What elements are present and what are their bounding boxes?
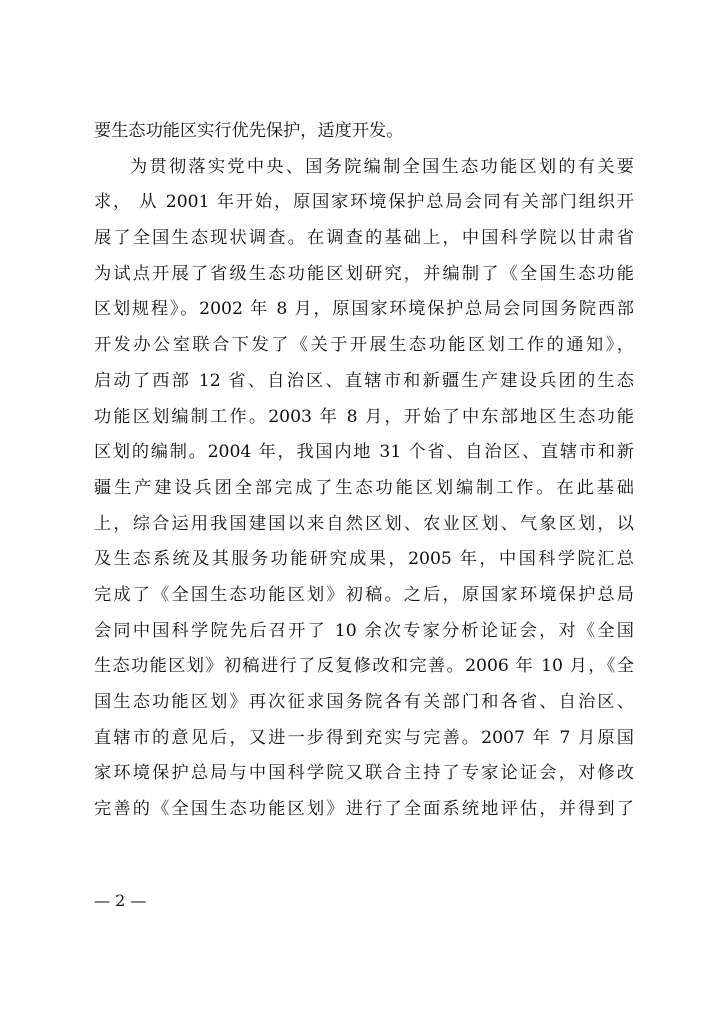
paragraph-first-line: 为贯彻落实党中央、国务院编制全国生态功能区划的有关要 bbox=[130, 156, 634, 177]
text-line: 区划的编制。2004 年，我国内地 31 个省、自治区、直辖市和新 bbox=[94, 442, 634, 463]
text-line: 疆生产建设兵团全部完成了生态功能区划编制工作。在此基础 bbox=[94, 477, 634, 498]
text-line: 区划规程》。2002 年 8 月，原国家环境保护总局会同国务院西部 bbox=[94, 299, 634, 320]
text-line: 求， 从 2001 年开始，原国家环境保护总局会同有关部门组织开 bbox=[94, 192, 634, 213]
text-line: 完善的《全国生态功能区划》进行了全面系统地评估，并得到了 bbox=[94, 799, 634, 820]
text-line: 国生态功能区划》再次征求国务院各有关部门和各省、自治区、 bbox=[94, 692, 634, 712]
text-line: 为试点开展了省级生态功能区划研究，并编制了《全国生态功能 bbox=[94, 263, 634, 284]
text-line: 直辖市的意见后，又进一步得到充实与完善。2007 年 7 月原国 bbox=[94, 727, 634, 748]
text-line: 上，综合运用我国建国以来自然区划、农业区划、气象区划，以 bbox=[94, 513, 634, 534]
text-line: 会同中国科学院先后召开了 10 余次专家分析论证会，对《全国 bbox=[94, 620, 634, 641]
text-line: 开发办公室联合下发了《关于开展生态功能区划工作的通知》， bbox=[94, 335, 634, 356]
text-line: 完成了《全国生态功能区划》初稿。之后，原国家环境保护总局 bbox=[94, 584, 634, 605]
document-body bbox=[94, 114, 634, 828]
text-line: 功能区划编制工作。2003 年 8 月，开始了中东部地区生态功能 bbox=[94, 406, 634, 427]
page-number: — 2 — bbox=[94, 891, 147, 910]
text-line: 及生态系统及其服务功能研究成果，2005 年，中国科学院汇总 bbox=[94, 549, 634, 570]
text-line: 展了全国生态现状调查。在调查的基础上，中国科学院以甘肃省 bbox=[94, 228, 634, 249]
text-line: 生态功能区划》初稿进行了反复修改和完善。2006 年 10 月，《全 bbox=[94, 656, 634, 677]
text-line: 家环境保护总局与中国科学院又联合主持了专家论证会，对修改 bbox=[94, 763, 634, 784]
text-line: 要生态功能区实行优先保护，适度开发。 bbox=[94, 121, 404, 141]
text-line: 启动了西部 12 省、自治区、直辖市和新疆生产建设兵团的生态 bbox=[94, 370, 634, 391]
